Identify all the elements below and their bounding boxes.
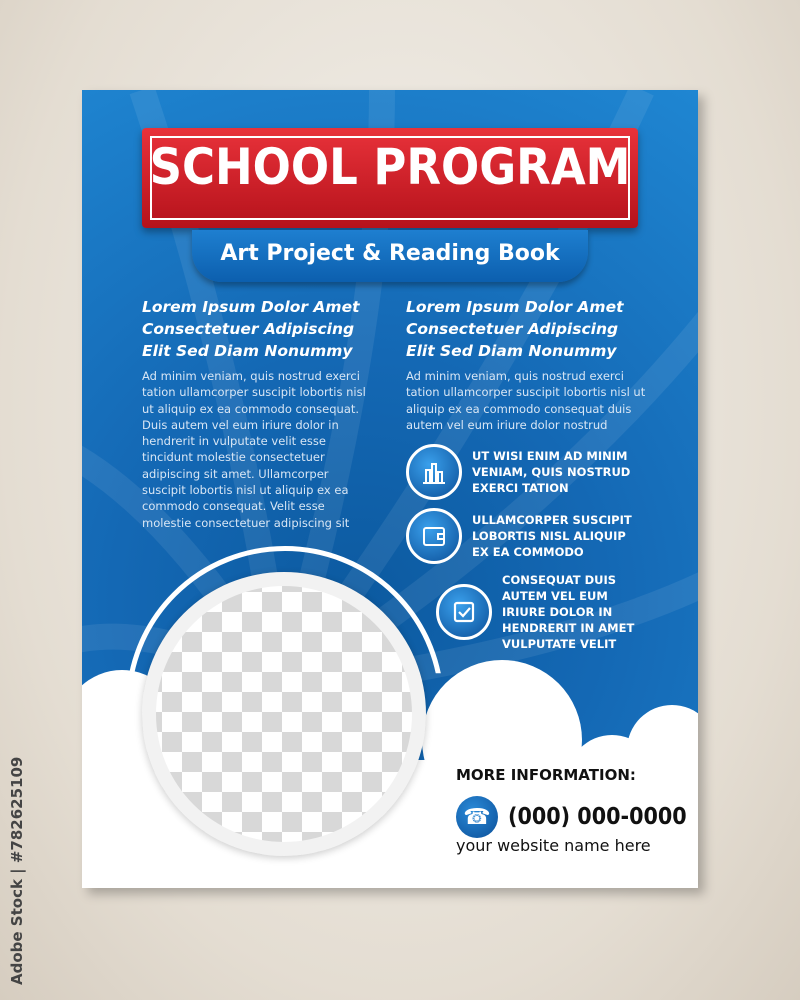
right-body: Ad minim veniam, quis nostrud exerci tation ullamcorper suscipit lobortis nisl ut aliquip ex ea commodo consequat duis autem vel eum iriure dolor nostrud xyxy=(406,369,646,432)
telephone-icon: ☎ xyxy=(456,796,498,838)
main-title: SCHOOL PROGRAM xyxy=(149,138,631,196)
feature-item xyxy=(436,572,634,652)
subtitle-ribbon: Art Project & Reading Book xyxy=(192,230,588,282)
feature-item xyxy=(406,508,632,564)
left-heading: Lorem Ipsum Dolor Amet Consectetuer Adipiscing Elit Sed Diam Nonummy xyxy=(142,298,360,360)
wallet-icon xyxy=(406,508,462,564)
feature-text: CONSEQUAT DUIS AUTEM VEL EUM IRIURE DOLOR IN HENDRERIT IN AMET VULPUTATE VELIT xyxy=(502,573,635,651)
more-info-heading: MORE INFORMATION: xyxy=(456,766,636,784)
website-text: your website name here xyxy=(456,836,651,855)
title-banner xyxy=(142,128,638,230)
checkbox-icon xyxy=(436,584,492,640)
right-heading: Lorem Ipsum Dolor Amet Consectetuer Adipiscing Elit Sed Diam Nonummy xyxy=(406,298,624,360)
phone-number: (000) 000-0000 xyxy=(508,804,687,830)
stock-id-text: Adobe Stock | #782625109 xyxy=(8,756,26,985)
photo-placeholder xyxy=(142,572,426,856)
bar-chart-icon xyxy=(406,444,462,500)
feature-text: ULLAMCORPER SUSCIPIT LOBORTIS NISL ALIQUIP EX EA COMMODO xyxy=(472,513,632,559)
flyer xyxy=(82,90,698,888)
left-body: Ad minim veniam, quis nostrud exerci tation ullamcorper suscipit lobortis nisl ut aliquip ex ea commodo consequat. Duis autem vel eum iriure dolor in hendrerit in vulputate velit esse tincidunt molestie consectetuer adipiscing sit amet. Ullamcorper suscipit lobortis nisl ut aliquip ex ea commodo consequat. Velit esse molestie consectetuer adipiscing sit xyxy=(142,369,366,530)
feature-item xyxy=(406,444,630,500)
feature-text: UT WISI ENIM AD MINIM VENIAM, QUIS NOSTRUD EXERCI TATION xyxy=(472,449,631,495)
phone-row xyxy=(456,796,687,838)
